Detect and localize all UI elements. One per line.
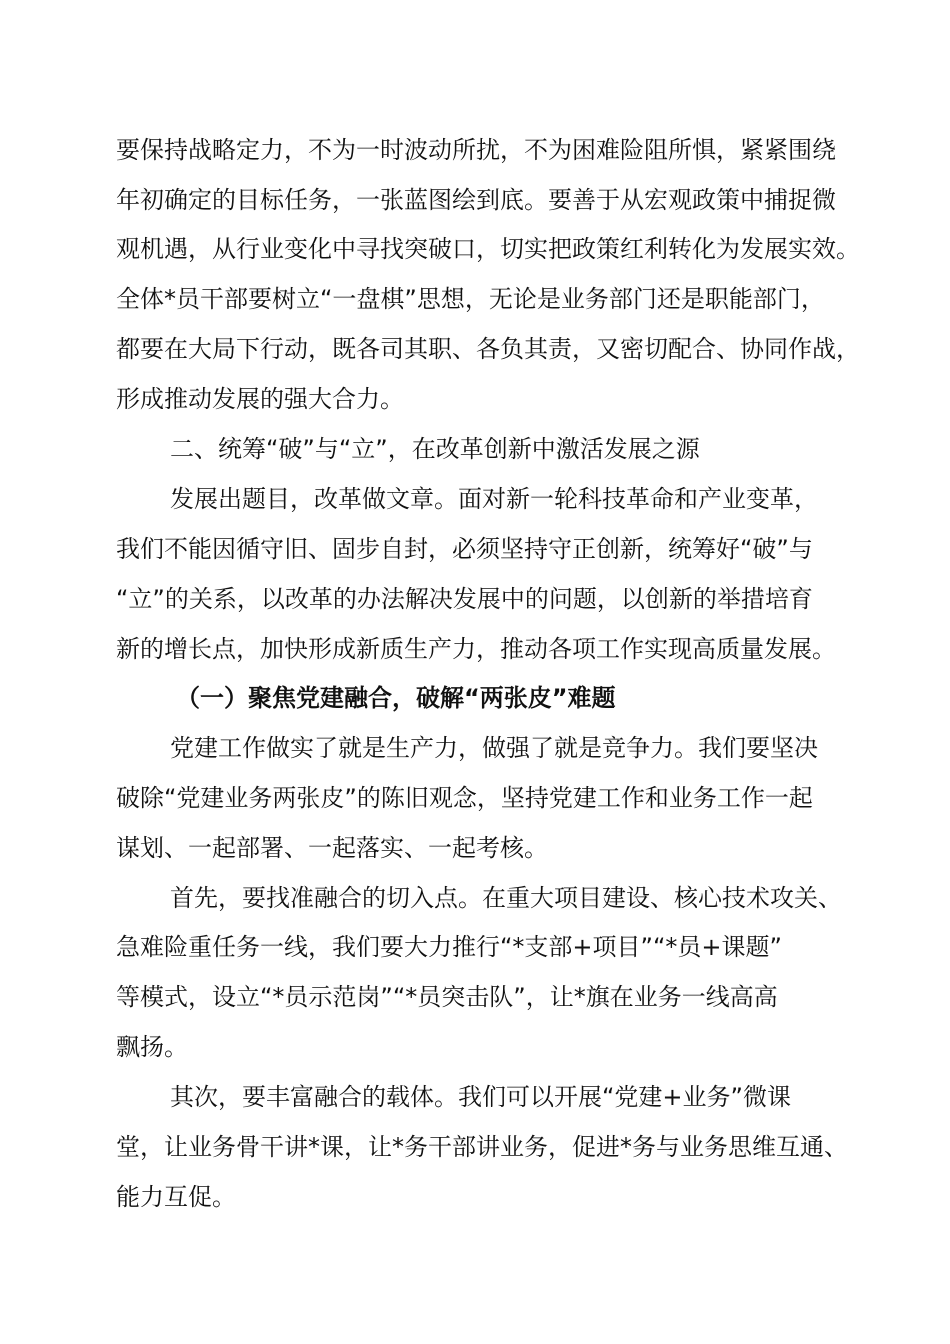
body-text-line: 飘扬。 [116,1033,188,1061]
body-text-line: 等模式，设立“*员示范岗”“*员突击队”，让*旗在业务一线高高 [116,983,778,1011]
body-text-line: 要保持战略定力，不为一时波动所扰，不为困难险阻所惧，紧紧围绕 [116,136,836,164]
subsection-heading: （一）聚焦党建融合，破解“两张皮”难题 [176,684,616,712]
body-text-line: 堂，让业务骨干讲*课，让*务干部讲业务，促进*务与业务思维互通、 [116,1133,848,1161]
body-text-line: 观机遇，从行业变化中寻找突破口，切实把政策红利转化为发展实效。 [116,235,860,263]
body-text-line: 发展出题目，改革做文章。面对新一轮科技革命和产业变革， [170,485,818,513]
body-text-line: 能力互促。 [116,1183,236,1211]
body-text-line: 新的增长点，加快形成新质生产力，推动各项工作实现高质量发展。 [116,635,836,663]
section-heading: 二、统筹“破”与“立”，在改革创新中激活发展之源 [170,435,700,463]
body-text-line: 党建工作做实了就是生产力，做强了就是竞争力。我们要坚决 [170,734,818,762]
body-text-line: 我们不能因循守旧、固步自封，必须坚持守正创新，统筹好“破”与 [116,535,813,563]
body-text-line: 破除“党建业务两张皮”的陈旧观念，坚持党建工作和业务工作一起 [116,784,813,812]
body-text-line: 其次，要丰富融合的载体。我们可以开展“党建+业务”微课 [170,1083,791,1111]
body-text-line: 谋划、一起部署、一起落实、一起考核。 [116,834,548,862]
body-text-line: 首先，要找准融合的切入点。在重大项目建设、核心技术攻关、 [170,884,842,912]
body-text-line: 年初确定的目标任务，一张蓝图绘到底。要善于从宏观政策中捕捉微 [116,186,836,214]
body-text-line: 形成推动发展的强大合力。 [116,385,404,413]
body-text-line: “立”的关系，以改革的办法解决发展中的问题，以创新的举措培育 [116,585,813,613]
body-text-line: 全体*员干部要树立“一盘棋”思想，无论是业务部门还是职能部门， [116,285,825,313]
body-text-line: 都要在大局下行动，既各司其职、各负其责，又密切配合、协同作战， [116,335,860,363]
body-text-line: 急难险重任务一线，我们要大力推行“*支部+项目”“*员+课题” [116,933,782,961]
